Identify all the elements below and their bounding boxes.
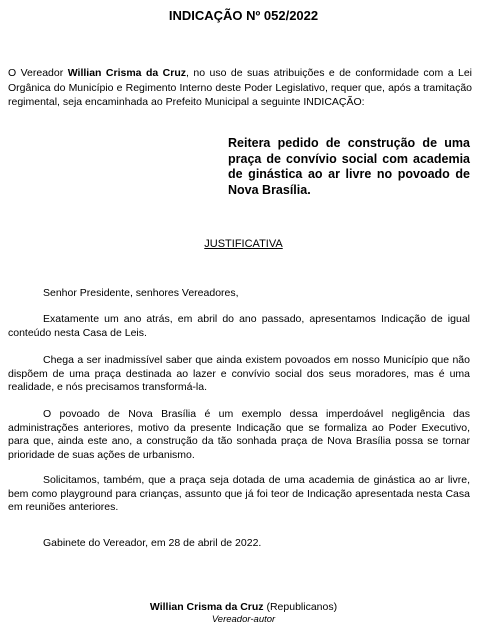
paragraph-text: O povoado de Nova Brasília é um exemplo dessa imperdoável negligência das administrações anteriores, motivo da presente Indicação que se formaliza ao Poder Executivo, para que, ainda este ano, a construção da tão sonhada praça de Nova Brasília possa se tornar prioridade de suas ações de urbanismo. — [8, 408, 470, 461]
greeting-text: Senhor Presidente, senhores Vereadores, — [43, 287, 239, 299]
justification-paragraph-1 — [8, 313, 470, 340]
closing-text: Gabinete do Vereador, em 28 de abril de 2022. — [43, 537, 262, 549]
justification-paragraph-3 — [8, 408, 470, 462]
signature-role: Vereador-autor — [211, 614, 276, 625]
signature-block — [0, 601, 487, 625]
indication-summary: Reitera pedido de construção de uma praça de convívio social com academia de ginástica ao ar livre no povoado de Nova Brasília. — [228, 136, 470, 197]
paragraph-text: Exatamente um ano atrás, em abril do ano passado, apresentamos Indicação de igual conteúdo nesta Casa de Leis. — [8, 313, 470, 339]
justification-paragraph-2 — [8, 354, 470, 395]
intro-author: Willian Crisma da Cruz — [67, 67, 186, 79]
paragraph-text: Solicitamos, também, que a praça seja dotada de uma academia de ginástica ao ar livre, bem como playground para crianças, assunto que já foi teor de Indicação apresentada nesta Casa em reuniões anteriores. — [8, 474, 470, 513]
closing — [8, 537, 470, 551]
intro-rest: , no uso de suas atribuições e de conformidade com a Lei Orgânica do Município e Regimento Interno deste Poder Legislativo, requer que, após a tramitação regimental, seja encaminhada ao Prefeito Municipal a seguinte INDICAÇÃO: — [8, 67, 472, 108]
paragraph-text: Chega a ser inadmissível saber que ainda existem povoados em nosso Município que não dispõem de uma praça destinada ao lazer e convívio social dos seus moradores, mas é uma realidade, e nós precisamos transformá-la. — [8, 354, 470, 393]
document-title: INDICAÇÃO Nº 052/2022 — [168, 8, 319, 23]
greeting — [8, 287, 470, 301]
intro-paragraph — [8, 66, 472, 110]
signature-party: (Republicanos) — [263, 601, 338, 613]
justification-heading: JUSTIFICATIVA — [204, 238, 283, 250]
signature-name: Willian Crisma da Cruz — [149, 601, 264, 613]
justification-paragraph-4 — [8, 474, 470, 515]
intro-prefix: O Vereador — [8, 67, 68, 79]
